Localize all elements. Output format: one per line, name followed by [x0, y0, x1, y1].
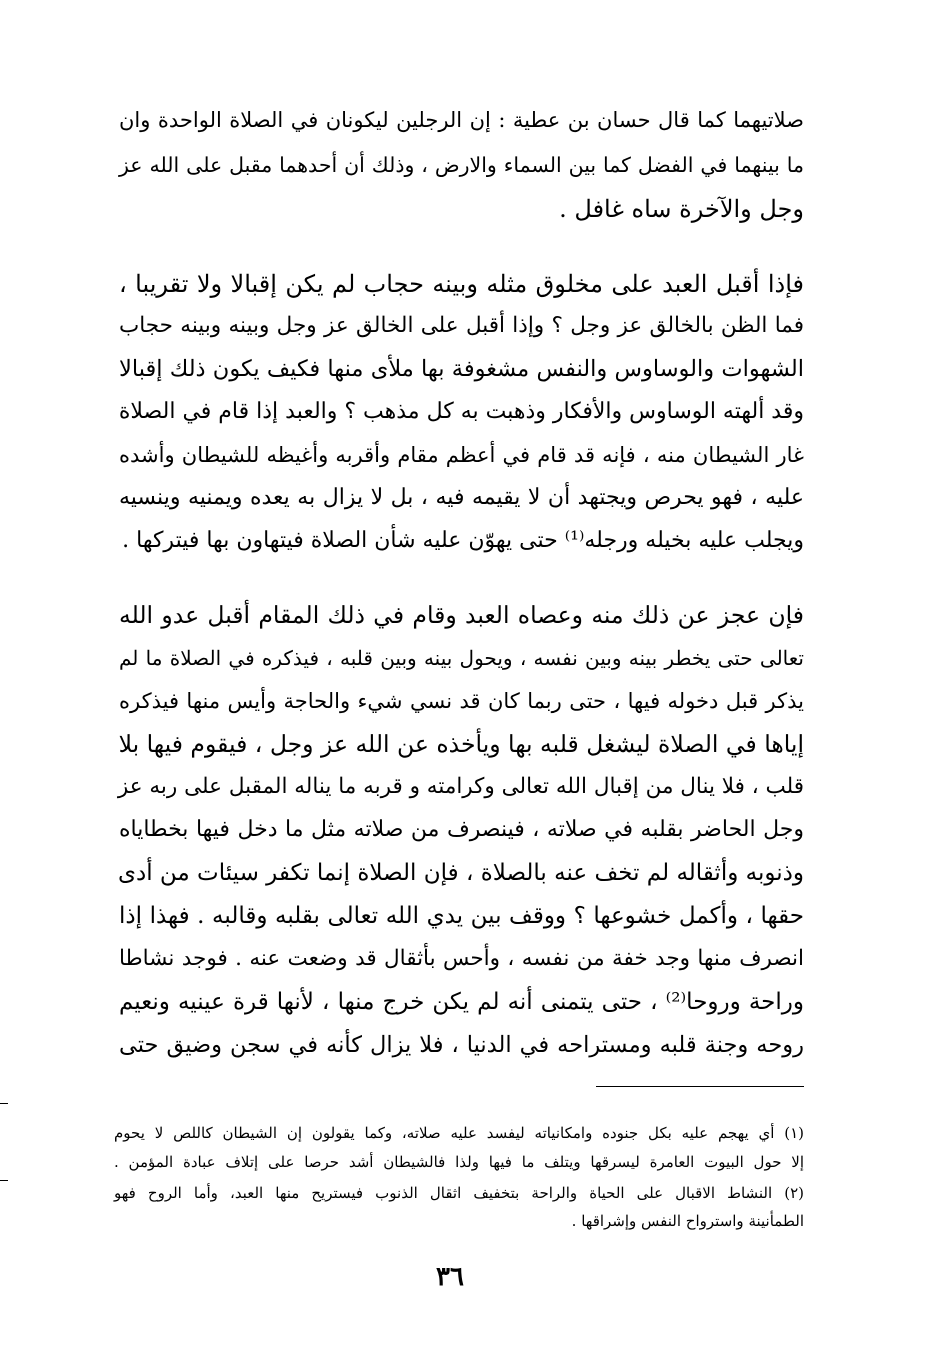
body-text-line: الشهوات والوساوس والنفس مشغوفة بها ملأى منها فكيف يكون ذلك إقبالا — [119, 356, 804, 382]
scan-edge-mark — [0, 1180, 8, 1181]
body-text-line: عليه ، فهو يحرص ويجتهد أن لا يقيمه فيه ، بل لا يزال به يعده ويمنيه وينسيه — [119, 485, 804, 510]
page-number: ٣٦ — [436, 1262, 464, 1292]
body-text-line: وقد ألهته الوساوس والأفكار وذهبت به كل مذهب ؟ والعبد إذا قام في الصلاة — [118, 399, 804, 424]
footnote-line: (٢) النشاط الاقبال على الحياة والراحة بتخفيف اثقال الذنوب فيستريح منها العبد، وأما الروح فهو — [114, 1184, 805, 1202]
body-text-line: وراحة وروحا⁽²⁾ ، حتى يتمنى أنه لم يكن خرج منها ، لأنها قرة عينيه ونعيم — [119, 989, 804, 1015]
body-text-line: قلب ، فلا ينال من إقبال الله تعالى وكرامته و قربه ما يناله المقبل على ربه عز — [117, 774, 804, 799]
body-text-line: ما بينهما في الفضل كما بين السماء والارض ، وذلك أن أحدهما مقبل على الله عز — [119, 153, 804, 177]
body-text-line: انصرف منها وجد خفة من نفسه ، وأحس بأثقال قد وضعت عنه . فوجد نشاطا — [119, 946, 804, 971]
body-text-line: ويجلب عليه بخيله ورجله⁽¹⁾ حتى يهوّن عليه شأن الصلاة فيتهاون بها فيتركها . — [122, 528, 804, 553]
body-text-line: فإن عجز عن ذلك منه وعصاه العبد وقام في ذلك المقام أقبل عدو الله — [119, 601, 804, 629]
footnote-line: الطمأنينة واسترواح النفس وإشراقها . — [571, 1212, 804, 1230]
body-text-line: فما الظن بالخالق عز وجل ؟ وإذا أقبل على الخالق عز وجل وبينه وبينه حجاب — [119, 313, 804, 338]
body-text-line: تعالى حتى يخطر بينه وبين نفسه ، ويحول بينه وبين قلبه ، فيذكره في الصلاة ما لم — [119, 646, 804, 670]
body-text-line: وذنوبه وأثقاله لم تخف عنه بالصلاة ، فإن الصلاة إنما تكفر سيئات من أدى — [117, 860, 804, 886]
body-text-line: روحه وجنة قلبه ومستراحه في الدنيا ، فلا يزال كأنه في سجن وضيق حتى — [119, 1032, 804, 1058]
body-text-line: وجل الحاضر بقلبه في صلاته ، فينصرف من صلاته مثل ما دخل فيها بخطاياه — [119, 817, 804, 842]
body-text-line: حقها ، وأكمل خشوعها ؟ ووقف بين يدي الله تعالى بقلبه وقالبه . فهذا إذا — [119, 903, 804, 929]
footnote-separator — [596, 1086, 804, 1087]
body-text-line: فإذا أقبل العبد على مخلوق مثله وبينه حجاب لم يكن إقبالا ولا تقريبا ، — [119, 270, 804, 298]
scan-edge-mark — [0, 1103, 8, 1104]
body-text-line: وجل والآخرة ساه غافل . — [559, 195, 804, 223]
body-text-line: صلاتيهما كما قال حسان بن عطية : إن الرجلين ليكونان في الصلاة الواحدة وان — [119, 108, 804, 132]
footnote-line: (١) أي يهجم عليه بكل جنوده وامكانياته ليفسد عليه صلاته، وكما يقولون إن الشيطان كاللص لا يحوم — [114, 1124, 804, 1142]
body-text-line: غار الشيطان منه ، فإنه قد قام في أعظم مقام وأقربه وأغيظه للشيطان وأشده — [119, 443, 804, 467]
body-text-line: إياها في الصلاة ليشغل قلبه بها ويأخذه عن الله عز وجل ، فيقوم فيها بلا — [118, 730, 804, 758]
body-text-line: يذكر قبل دخوله فيها ، حتى ربما كان قد نسي شيء والحاجة وأيس منها فيذكره — [119, 689, 804, 713]
footnote-line: إلا حول البيوت العامرة ليسرقها ويتلف ما فيها ولذا فالشيطان أشد حرصا على إتلاف عبادة المؤمن . — [114, 1153, 804, 1171]
